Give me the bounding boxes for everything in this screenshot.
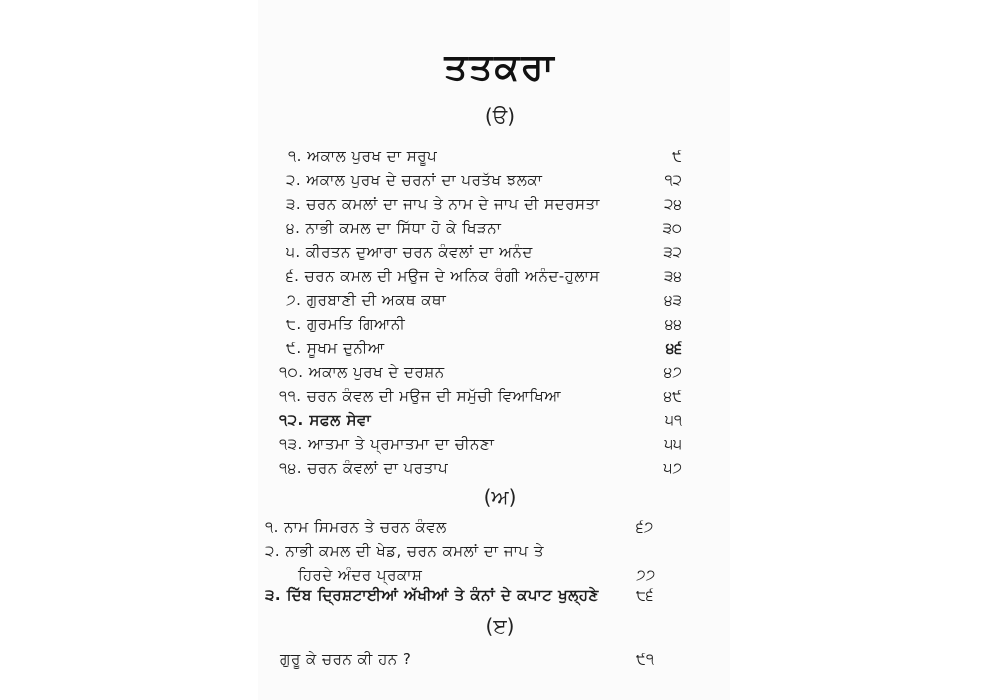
toc-page-1-5: ੩੨ xyxy=(663,243,682,261)
toc-entry-1-6: ੬. ਚਰਨ ਕਮਲ ਦੀ ਮਉਜ ਦੇ ਅਨਿਕ ਰੰਗੀ ਅਨੰਦ-ਹੁਲਾਸ xyxy=(286,267,600,285)
toc-entry-2-2: ੨. ਨਾਭੀ ਕਮਲ ਦੀ ਖੇਡ, ਚਰਨ ਕਮਲਾਂ ਦਾ ਜਾਪ ਤੇ xyxy=(265,542,544,560)
toc-page-1-7: ੪੩ xyxy=(664,291,682,309)
toc-entry-1-2: ੨. ਅਕਾਲ ਪੁਰਖ ਦੇ ਚਰਨਾਂ ਦਾ ਪਰਤੱਖ ਝਲਕਾ xyxy=(286,171,543,189)
toc-entry-1-9: ੯. ਸੂਖਮ ਦੁਨੀਆ xyxy=(286,339,385,357)
toc-entry-1-8: ੮. ਗੁਰਮਤਿ ਗਿਆਨੀ xyxy=(286,315,406,333)
toc-entry-1-10: ੧੦. ਅਕਾਲ ਪੁਰਖ ਦੇ ਦਰਸ਼ਨ xyxy=(279,363,445,381)
section-heading-2: (ਅ) xyxy=(483,485,517,509)
toc-entry-1-1: ੧. ਅਕਾਲ ਪੁਰਖ ਦਾ ਸਰੂਪ xyxy=(288,147,438,165)
section-heading-1: (ੳ) xyxy=(484,104,516,128)
toc-page-1-9: ੪੬ xyxy=(665,339,682,357)
toc-page-1-1: ੯ xyxy=(672,147,682,165)
toc-page-3-1: ੯੧ xyxy=(636,650,654,668)
toc-page-1-11: ੪੯ xyxy=(663,387,682,405)
toc-entry-1-13: ੧੩. ਆਤਮਾ ਤੇ ਪ੍ਰਮਾਤਮਾ ਦਾ ਚੀਨਣਾ xyxy=(279,435,495,453)
toc-page-1-12: ੫੧ xyxy=(665,411,682,429)
section-heading-3: (ੲ) xyxy=(485,614,515,638)
toc-entry-1-11: ੧੧. ਚਰਨ ਕੰਵਲ ਦੀ ਮਉਜ ਦੀ ਸਮੁੱਚੀ ਵਿਆਖਿਆ xyxy=(279,387,562,405)
page-title: ਤਤਕਰਾ xyxy=(444,47,556,88)
toc-page-1-4: ੩੦ xyxy=(662,219,682,237)
toc-page-2-2: ੭੭ xyxy=(636,566,656,584)
toc-page-1-6: ੩੪ xyxy=(664,267,682,285)
toc-page-1-2: ੧੨ xyxy=(664,171,682,189)
toc-page-1-10: ੪੭ xyxy=(663,363,682,381)
toc-page-1-14: ੫੭ xyxy=(663,459,682,477)
toc-page-2-1: ੬੭ xyxy=(636,518,654,536)
toc-entry-1-5: ੫. ਕੀਰਤਨ ਦੁਆਰਾ ਚਰਨ ਕੰਵਲਾਂ ਦਾ ਅਨੰਦ xyxy=(286,243,533,261)
toc-entry-2-1: ੧. ਨਾਮ ਸਿਮਰਨ ਤੇ ਚਰਨ ਕੰਵਲ xyxy=(265,518,447,536)
toc-page-1-8: ੪੪ xyxy=(664,315,682,333)
toc-entry-1-14: ੧੪. ਚਰਨ ਕੰਵਲਾਂ ਦਾ ਪਰਤਾਪ xyxy=(279,459,449,477)
toc-entry-2-3: ੩. ਦਿੱਬ ਦ੍ਰਿਸ਼ਟਾਈਆਂ ਅੱਖੀਆਂ ਤੇ ਕੰਨਾਂ ਦੇ ਕਪਾਟ ਖੁਲ੍ਹਣੇ xyxy=(265,586,599,604)
toc-page-1-13: ੫੫ xyxy=(664,435,682,453)
toc-entry-2-2-continued: ਹਿਰਦੇ ਅੰਦਰ ਪ੍ਰਕਾਸ਼ xyxy=(298,566,423,584)
toc-page-1-3: ੨੪ xyxy=(664,195,682,213)
toc-entry-1-3: ੩. ਚਰਨ ਕਮਲਾਂ ਦਾ ਜਾਪ ਤੇ ਨਾਮ ਦੇ ਜਾਪ ਦੀ ਸਦਰਸਤਾ xyxy=(286,195,600,213)
toc-entry-1-4: ੪. ਨਾਭੀ ਕਮਲ ਦਾ ਸਿੱਧਾ ਹੋ ਕੇ ਖਿੜਨਾ xyxy=(286,219,502,237)
toc-entry-1-7: ੭. ਗੁਰਬਾਣੀ ਦੀ ਅਕਥ ਕਥਾ xyxy=(286,291,447,309)
toc-page-2-3: ੮੬ xyxy=(636,586,654,604)
toc-entry-3-1: ਗੁਰੂ ਕੇ ਚਰਨ ਕੀ ਹਨ ? xyxy=(280,650,412,668)
toc-entry-1-12: ੧੨. ਸਫਲ ਸੇਵਾ xyxy=(279,411,372,429)
